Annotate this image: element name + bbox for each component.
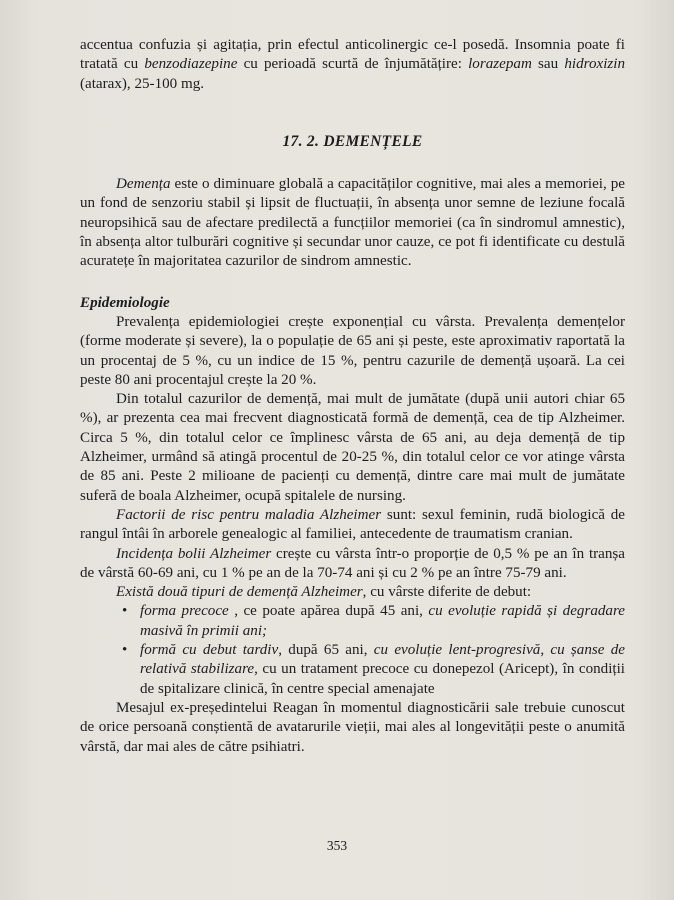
page-body [80, 36, 625, 757]
paragraph-insomnia: accentua confuzia și agitația, prin efectul anticolinergic ce-l posedă. Insomnia poate fi tratată cu benzodiazepine cu perioadă scurtă de înjumătățire: lorazepam sau hidroxizin (atarax), 25-100 mg. [80, 37, 625, 92]
paragraph-incidence: Incidența bolii Alzheimer crește cu vârsta într-o proporție de 0,5 % pe an în tranșa de vârstă 60-69 ani, cu 1 % pe an de la 70-74 ani și cu 2 % pe an între 75-79 ani. [80, 545, 625, 581]
paragraph-prevalence: Prevalența epidemiologiei crește exponențial cu vârsta. Prevalența demențelor (forme moderate și severe), la o populație de 65 ani și peste, este aproximativ raportată la un procentaj de 5 %, cu un indice de 15 %, pentru cazurile de demență ușoară. La cei peste 80 ani procentajul crește la 20 %. [80, 313, 625, 388]
paragraph-risk-factors: Factorii de risc pentru maladia Alzheimer sunt: sexul feminin, rudă biologică de rangul întâi în arborele genealogic al familiei, antecedente de traumatism cranian. [80, 506, 626, 543]
bullet-mark: • [122, 642, 128, 659]
page-number: 353 [326, 838, 348, 853]
section-title: 17. 2. DEMENȚELE [282, 132, 423, 150]
paragraph-types: Există două tipuri de demență Alzheimer, cu vârste diferite de debut: [116, 584, 532, 601]
paragraph-dementia-definition: Demența este o diminuare globală a capacităților cognitive, mai ales a memoriei, pe un fond de senzoriu stabil și lipsit de fluctuații, în absența unor semne de leziune focală neuropsihică sau de afectare predilectă a funcțiilor memoriei (ca în sindromul amnestic), în absența altor tulburări cognitive și secundar unor cauze, ce pot fi identificate cu destulă acuratețe în majoritatea cazurilor de sindrom amnestic. [80, 176, 625, 270]
paragraph-alzheimer-share: Din totalul cazurilor de demență, mai mult de jumătate (după unii autori chiar 65 %), ar prezenta cea mai frecvent diagnosticată formă de demență, cea de tip Alzheimer. Circa 5 %, din totalul celor ce împlinesc vârsta de 65 ani, au deja demență de tip Alzheimer, urmând să atingă procentul de 20-25 %, din totalul celor ce vor atinge vârsta de 85 ani. Peste 2 milioane de pacienți cu demență, dintre care mai mult de jumătate suferă de boala Alzheimer, ocupă spitalele de nursing. [80, 391, 625, 504]
bullet-mark: • [122, 603, 128, 620]
paragraph-reagan: Mesajul ex-președintelui Reagan în momentul diagnosticării sale trebuie cunoscut de orice persoană conștientă de avatarurile vieții, mai ales al longevității peste o anumită vârstă, dar mai ales de către psihiatri. [80, 699, 625, 755]
list-item: • formă cu debut tardiv, după 65 ani, cu evoluție lent-progresivă, cu șanse de relativă stabilizare, cu un tratament precoce cu donepezol (Aricept), în condiții de spitalizare clinică, în centre special amenajate [122, 642, 625, 697]
subsection-title: Epidemiologie [80, 294, 170, 311]
list-item: • forma precoce , ce poate apărea după 45 ani, cu evoluție rapidă și degradare masivă în primii ani; [122, 603, 625, 639]
alzheimer-types-list [80, 602, 625, 698]
